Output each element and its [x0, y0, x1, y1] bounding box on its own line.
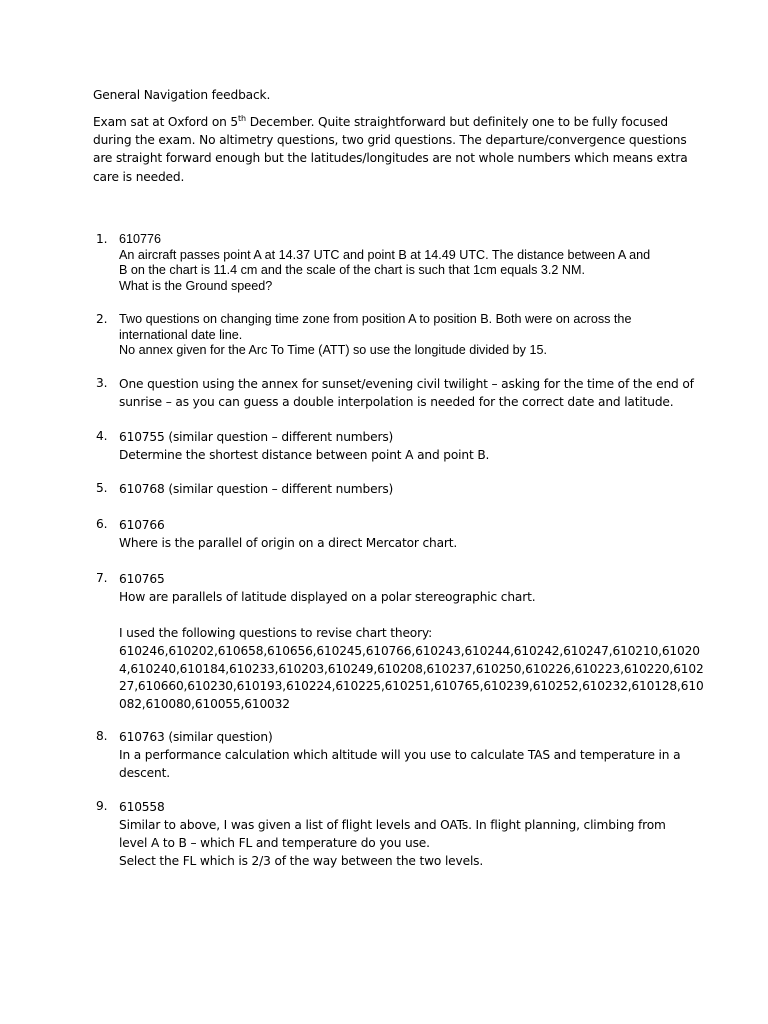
item-number: 6. [96, 517, 108, 531]
item-number: 2. [96, 312, 108, 326]
question-id: 610768 (similar question – different numbers) [119, 482, 394, 496]
question-id: 610765 [119, 572, 165, 586]
item-body [119, 571, 704, 714]
item-number: 5. [96, 481, 108, 495]
item-number: 8. [96, 729, 108, 743]
item-number: 3. [96, 376, 108, 390]
intro-line [93, 113, 693, 131]
intro-text: December. Quite straightforward but definitely one to be fully focused [245, 115, 668, 129]
question-id-list: 082,610080,610055,610032 [119, 697, 290, 712]
item-body [119, 232, 679, 294]
item-text: Where is the parallel of origin on a direct Mercator chart. [119, 535, 458, 550]
intro-text: Exam sat at Oxford on 5 [93, 115, 239, 129]
document-heading: General Navigation feedback. [93, 88, 271, 102]
item-body [119, 729, 679, 783]
item-text: level A to B – which FL and temperature do you use. [119, 835, 430, 850]
revise-intro: I used the following questions to revise chart theory: [119, 625, 433, 640]
item-text: One question using the annex for sunset/evening civil twilight – asking for the time of the end of [119, 377, 694, 391]
item-number: 7. [96, 571, 108, 585]
item-number: 9. [96, 799, 108, 813]
item-body [119, 517, 679, 553]
question-id: 610776 [119, 232, 162, 246]
intro-line: are straight forward enough but the latitudes/longitudes are not whole numbers which means extra [93, 151, 688, 166]
item-body [119, 429, 679, 465]
item-text: Two questions on changing time zone from position A to position B. Both were on across the [119, 312, 632, 326]
item-body [119, 312, 679, 359]
item-body [119, 376, 694, 412]
item-body [119, 481, 679, 499]
item-number: 4. [96, 429, 108, 443]
intro-line: during the exam. No altimetry questions, two grid questions. The departure/convergence questions [93, 133, 687, 148]
intro-line: care is needed. [93, 169, 185, 184]
item-text: descent. [119, 765, 170, 780]
item-text: sunrise – as you can guess a double interpolation is needed for the correct date and latitude. [119, 394, 674, 409]
item-text: What is the Ground speed? [119, 278, 273, 293]
question-id-list: 4,610240,610184,610233,610203,610249,610208,610237,610250,610226,610223,610220,6102 [119, 661, 704, 676]
question-id: 610755 (similar question – different numbers) [119, 430, 394, 444]
question-id-list: 610246,610202,610658,610656,610245,610766,610243,610244,610242,610247,610210,61020 [119, 643, 700, 658]
item-text: No annex given for the Arc To Time (ATT) so use the longitude divided by 15. [119, 343, 547, 357]
item-text: Select the FL which is 2/3 of the way between the two levels. [119, 853, 484, 868]
item-text: Determine the shortest distance between point A and point B. [119, 447, 490, 462]
question-id: 610558 [119, 800, 165, 814]
item-text: An aircraft passes point A at 14.37 UTC and point B at 14.49 UTC. The distance between A and [119, 247, 651, 262]
item-text: international date line. [119, 327, 243, 342]
item-body [119, 799, 679, 871]
item-text: In a performance calculation which altitude will you use to calculate TAS and temperature in a [119, 747, 681, 762]
item-text: B on the chart is 11.4 cm and the scale of the chart is such that 1cm equals 3.2 NM. [119, 263, 585, 277]
intro-paragraph [93, 113, 693, 186]
ordinal-superscript: th [238, 114, 246, 123]
question-id: 610763 (similar question) [119, 730, 273, 744]
item-text: How are parallels of latitude displayed on a polar stereographic chart. [119, 589, 536, 604]
question-id-list: 27,610660,610230,610193,610224,610225,610251,610765,610239,610252,610232,610128,610 [119, 679, 704, 694]
item-number: 1. [96, 232, 108, 246]
item-text: Similar to above, I was given a list of flight levels and OATs. In flight planning, climbing from [119, 817, 666, 832]
question-id: 610766 [119, 518, 165, 532]
spacer [119, 607, 679, 625]
